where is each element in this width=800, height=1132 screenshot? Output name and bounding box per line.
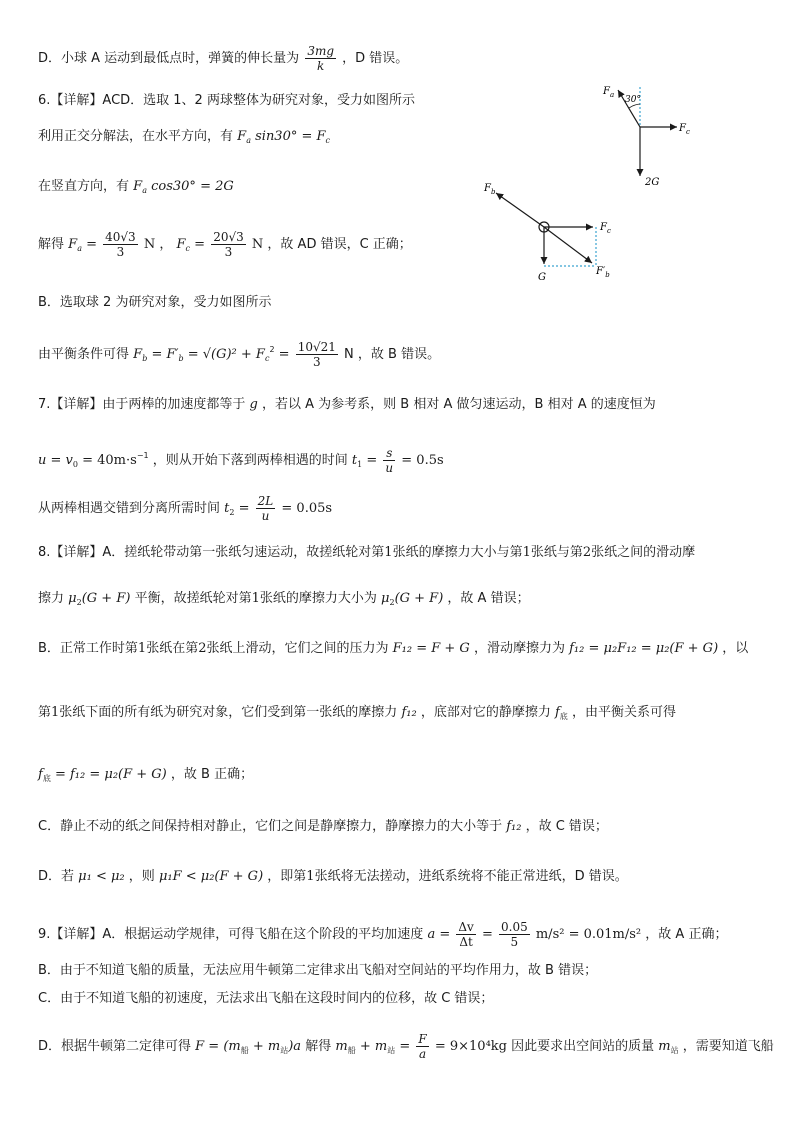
q8-line-4 <box>38 704 676 726</box>
text: 由平衡条件可得 <box>38 347 130 362</box>
q6-heading <box>38 92 415 110</box>
fraction <box>499 920 530 949</box>
fraction <box>456 920 475 949</box>
text: ，故 C 错误； <box>525 819 608 834</box>
text: D．小球 A 运动到最低点时，弹簧的伸长量为 <box>38 51 300 66</box>
text: 张纸的摩擦力大小与第 <box>392 545 523 560</box>
unit: N <box>143 237 156 252</box>
text: ，需要知道飞船 <box>682 1039 774 1054</box>
q6-b-eq: 由平衡条件可得 $F_b = F'_b = √(G)^2 + F_c^2$ = $\frac{10√21}{3}$ N ，故 B 错误。 <box>38 340 441 369</box>
fa-label: $F_a$ <box>603 86 615 99</box>
numerator: Δv <box>458 920 474 934</box>
numerator: 2L <box>257 494 274 508</box>
q9-line-3 <box>38 990 493 1008</box>
numerator: 40√3 <box>105 230 136 244</box>
math: u = v <box>38 453 73 468</box>
text: 擦力 <box>38 591 65 606</box>
fraction <box>256 494 276 523</box>
text: ，滑动摩擦力为 <box>473 641 565 656</box>
num: 1 <box>522 545 531 560</box>
text: 张纸与第 <box>530 545 583 560</box>
q9-line-4: D．根据牛顿第二定律可得 $F = (m_船 + m_站)a$ 解得 $m_船 + m_站$ = $\frac{F}{a}$ = 9×10⁴kg 因此要求出空间站的质量 $m_站$ ，需要知道飞船 <box>38 1032 774 1061</box>
fc-label: $F_c$ <box>600 222 611 235</box>
math: t <box>224 501 230 516</box>
denominator: u <box>385 461 394 475</box>
text: B．由于不知道飞船的质量，无法应用牛顿第二定律求出飞船对空间站的平均作用力，故 B 错误； <box>38 963 598 978</box>
numerator: 10√21 <box>297 340 336 354</box>
math: m <box>658 1039 671 1054</box>
math: F <box>237 129 247 144</box>
text: 8.【详解】A．搓纸轮带动第一张纸匀速运动，故搓纸轮对第 <box>38 545 385 560</box>
text: N ，故 B 错误。 <box>344 347 441 362</box>
subscript: 底 <box>559 712 568 721</box>
text: 张纸将无法搓动，进纸系统将不能正常进纸，D 错误。 <box>314 869 628 884</box>
math: = <box>399 1039 411 1054</box>
subscript: 站 <box>280 1046 289 1055</box>
text: 9.【详解】A．根据运动学规律，可得飞船在这个阶段的平均加速度 <box>38 927 424 942</box>
math: F <box>176 237 186 252</box>
math: F = (m <box>195 1039 241 1054</box>
subscript: 底 <box>42 774 51 783</box>
num: 1 <box>137 641 147 656</box>
force-diagram-ball2 <box>478 178 628 286</box>
text: ，故 A 正确； <box>645 927 728 942</box>
numerator: s <box>386 446 393 460</box>
result: = 0.05s <box>281 501 333 516</box>
text: 6.【详解】ACD．选取 1、2 两球整体为研究对象，受力如图所示 <box>38 93 415 108</box>
text: 第 <box>38 705 52 720</box>
denominator: 3 <box>224 245 233 259</box>
text: 解得 <box>305 1039 332 1054</box>
math: F <box>68 237 78 252</box>
fraction <box>305 44 336 73</box>
q7-heading <box>38 396 656 414</box>
q8-line-5 <box>38 766 253 788</box>
force-fb-arrow <box>496 193 544 227</box>
num: 1 <box>51 705 60 720</box>
q8-line-6 <box>38 818 608 836</box>
fraction <box>103 230 138 259</box>
q7-time-eq: 从两棒相遇交错到分离所需时间 $t_2$ = $\frac{2L}{u}$ = 0.05s <box>38 494 333 523</box>
q9-line-2 <box>38 962 597 980</box>
q8-line-2: 擦力 $\mu_2(G + F)$ 平衡，故搓纸轮对第1张纸的摩擦力大小为 $\mu_2(G + F)$ ，故 A 错误； <box>38 591 530 607</box>
text: ，若以 A 为参考系，则 B 相对 A 做匀速运动，B 相对 A 的速度恒为 <box>262 397 656 412</box>
q8-line-7 <box>38 868 628 886</box>
numerator: 0.05 <box>501 920 528 934</box>
math: F₁₂ = F + G <box>392 641 470 656</box>
text: B．正常工作时第 <box>38 641 138 656</box>
num: 1 <box>384 545 393 560</box>
math: g <box>249 397 258 412</box>
subscript: 船 <box>240 1046 249 1055</box>
text: ，则 <box>128 869 155 884</box>
text: 因此要求出空间站的质量 <box>511 1039 655 1054</box>
math: + m <box>359 1039 388 1054</box>
numerator: F <box>418 1032 427 1046</box>
math: sin30° = F <box>255 129 326 144</box>
q6-solution: 解得 $F_a$ = $\frac{40√3}{3}$ N ， $F_c$ = $\frac{20√3}{3}$ N ，故 AD 错误，C 正确； <box>38 230 412 259</box>
math: = f₁₂ = μ₂(F + G) <box>54 767 167 782</box>
force-fb-prime-arrow <box>544 227 592 263</box>
math: f₁₂ <box>401 705 417 720</box>
fb-label: $F_b$ <box>484 183 496 196</box>
math: f₁₂ = μ₂F₁₂ = μ₂(F + G) <box>569 641 719 656</box>
text: ，则从开始下落到两棒相遇的时间 <box>152 453 348 468</box>
angle-label: 30° <box>625 95 641 105</box>
math: = 40m·s <box>82 453 137 468</box>
denominator: Δt <box>459 935 473 949</box>
math: m <box>335 1039 348 1054</box>
fraction <box>416 1032 428 1061</box>
num: 2 <box>582 545 592 560</box>
denominator: 3 <box>312 355 321 369</box>
result: m/s² = 0.01m/s² <box>535 927 642 942</box>
q8-line-1 <box>38 544 695 562</box>
text: 平衡，故搓纸轮对第 <box>134 591 252 606</box>
text: 解得 <box>38 237 65 252</box>
num: 1 <box>251 591 260 606</box>
fraction <box>211 230 246 259</box>
math: f <box>38 767 43 782</box>
g-label: 2G <box>645 177 660 188</box>
text: D．若 <box>38 869 75 884</box>
q8-line-3 <box>38 640 748 658</box>
text: C．静止不动的纸之间保持相对静止，它们之间是静摩擦力，静摩擦力的大小等于 <box>38 819 503 834</box>
denominator: 5 <box>510 935 519 949</box>
text: 张纸上滑动，它们之间的压力为 <box>206 641 389 656</box>
result: = 9×10⁴kg <box>434 1039 507 1054</box>
force-diagram-system <box>595 82 715 192</box>
denominator: a <box>418 1047 427 1061</box>
math: cos30° = 2G <box>151 179 234 194</box>
result: = 0.5s <box>401 453 444 468</box>
math: + m <box>252 1039 281 1054</box>
math: (G + F) <box>81 591 131 606</box>
text: ，底部对它的静摩擦力 <box>420 705 551 720</box>
text: 张纸在第 <box>146 641 199 656</box>
text: ，故 B 正确； <box>170 767 254 782</box>
text: 从两棒相遇交错到分离所需时间 <box>38 501 221 516</box>
text: 7.【详解】由于两棒的加速度都等于 <box>38 397 246 412</box>
denominator: u <box>261 509 270 523</box>
q6-vertical-eq: 在竖直方向，有 $F_a$ cos30° = 2G <box>38 179 234 195</box>
math: a = <box>427 927 451 942</box>
denominator: 3 <box>116 245 125 259</box>
denominator: k <box>317 59 325 73</box>
math: )a <box>288 1039 302 1054</box>
numerator: 20√3 <box>213 230 244 244</box>
math: μ₁ < μ₂ <box>78 869 125 884</box>
text: ，由平衡关系可得 <box>571 705 676 720</box>
math: t <box>351 453 358 468</box>
math: f <box>554 705 560 720</box>
math: = √(G)² + F <box>187 347 265 362</box>
math: = F′ <box>151 347 179 362</box>
text: 在竖直方向，有 <box>38 179 130 194</box>
num: 2 <box>198 641 207 656</box>
q7-velocity-eq: $u = v_0 = 40m\cdot s^{-1}$ ，则从开始下落到两棒相遇的时间 $t_1$ = $\frac{s}{u}$ = 0.5s <box>38 446 444 475</box>
num: 1 <box>306 869 315 884</box>
text: ，故 A 错误； <box>447 591 530 606</box>
math: F <box>133 179 143 194</box>
text: ，以 <box>722 641 749 656</box>
fb-prime-label: $F'_b$ <box>596 266 610 279</box>
q9-line-1 <box>38 920 727 949</box>
q6-b-heading <box>38 294 271 312</box>
text: C．由于不知道飞船的初速度，无法求出飞船在这段时间内的位移，故 C 错误； <box>38 991 494 1006</box>
text: ，D 错误。 <box>342 51 409 66</box>
text: B．选取球 2 为研究对象，受力如图所示 <box>38 295 272 310</box>
math: μ <box>68 591 77 606</box>
math: = <box>481 927 493 942</box>
text: D．根据牛顿第二定律可得 <box>38 1039 192 1054</box>
math: μ₁F < μ₂(F + G) <box>158 869 264 884</box>
math: F <box>133 347 143 362</box>
g-label: G <box>538 272 546 283</box>
text: ，故 AD 错误，C 正确； <box>267 237 412 252</box>
text: 张纸之间的滑动摩 <box>591 545 696 560</box>
text: 利用正交分解法，在水平方向，有 <box>38 129 234 144</box>
text: 张纸下面的所有纸为研究对象，它们受到第一张纸的摩擦力 <box>59 705 398 720</box>
line-d-ball <box>38 44 408 73</box>
fraction <box>296 340 338 369</box>
text: ，即第 <box>267 869 307 884</box>
numerator: 3mg <box>307 44 335 58</box>
text: 张纸的摩擦力大小为 <box>259 591 377 606</box>
fraction <box>383 446 395 475</box>
fc-label: $F_c$ <box>679 123 690 136</box>
q6-horizontal-eq: 利用正交分解法，在水平方向，有 $F_a$ $\sin 30^\circ = F_c$ <box>38 129 331 145</box>
math: f₁₂ <box>506 819 522 834</box>
